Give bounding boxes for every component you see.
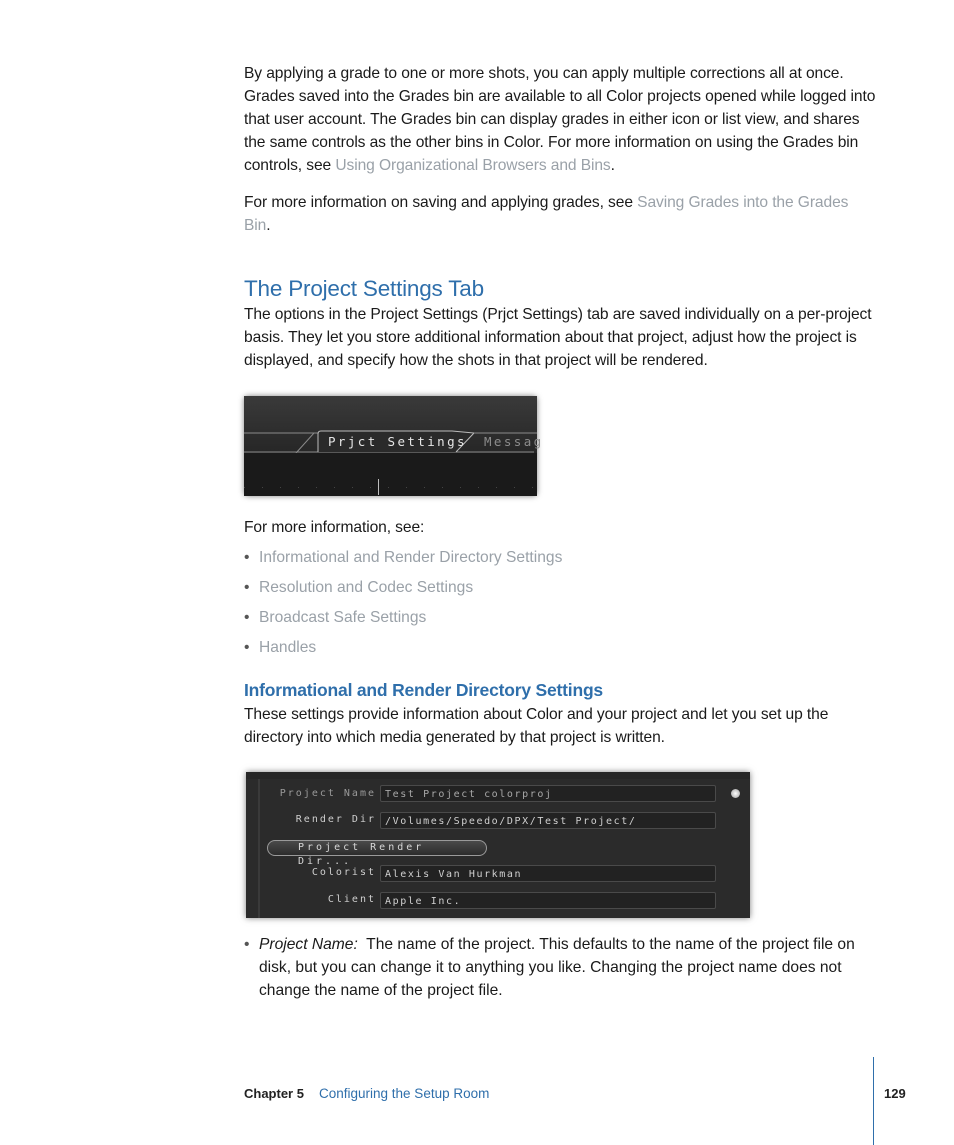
definition-term: Project Name: xyxy=(259,936,358,953)
list-item xyxy=(244,933,876,1002)
list-item xyxy=(244,633,876,663)
tab-messages[interactable]: Messag xyxy=(484,434,544,449)
timeline-ticks xyxy=(244,487,537,488)
tab-content-area xyxy=(244,453,537,496)
intro-paragraph-2-text: For more information on saving and applying grades, see xyxy=(244,194,638,211)
project-render-dir-button[interactable]: Project Render Dir... xyxy=(267,840,487,856)
definition-list xyxy=(244,933,876,1002)
link-handles[interactable]: Handles xyxy=(259,639,317,656)
render-dir-label: Render Dir xyxy=(295,814,376,825)
settings-panel-screenshot xyxy=(246,772,750,918)
client-field[interactable]: Apple Inc. xyxy=(380,892,716,909)
intro-paragraph-1 xyxy=(244,62,876,177)
list-item xyxy=(244,543,876,573)
project-settings-section xyxy=(244,275,876,372)
more-info-section xyxy=(244,516,876,663)
intro-section xyxy=(244,62,876,237)
link-resolution-codec[interactable]: Resolution and Codec Settings xyxy=(259,579,474,596)
definition-text: The name of the project. This defaults to the name of the project file on disk, but you can change it to anything you like. Changing the project name does not change the name of the project file. xyxy=(259,936,860,999)
link-broadcast-safe[interactable]: Broadcast Safe Settings xyxy=(259,609,427,626)
bullet-mark: • xyxy=(244,549,250,566)
intro-paragraph-2 xyxy=(244,191,876,237)
project-settings-tab-screenshot xyxy=(244,396,544,496)
intro-paragraph-2-end: . xyxy=(266,217,271,234)
intro-paragraph-1-text: By applying a grade to one or more shots, you can apply multiple corrections all at once. Grades saved into the Grades bin are available to all Color projects opened while logged into that user account. The Grades bin can display grades in either icon or list view, and shares the same controls as the other bins in Color. For more information on using the Grades bin controls, see xyxy=(244,65,876,174)
more-info-list xyxy=(244,543,876,663)
list-item xyxy=(244,573,876,603)
page-number: 129 xyxy=(884,1086,906,1101)
colorist-field[interactable]: Alexis Van Hurkman xyxy=(380,865,716,882)
informational-section xyxy=(244,678,876,749)
definition-items xyxy=(244,933,876,1002)
link-organizational-browsers[interactable]: Using Organizational Browsers and Bins xyxy=(335,157,611,174)
project-name-field[interactable]: Test Project colorproj xyxy=(380,785,716,802)
footer-chapter-title[interactable]: Configuring the Setup Room xyxy=(319,1086,490,1101)
intro-paragraph-1-end: . xyxy=(610,157,615,174)
bullet-mark: • xyxy=(244,936,250,953)
render-dir-field[interactable]: /Volumes/Speedo/DPX/Test Project/ xyxy=(380,812,716,829)
client-label: Client xyxy=(327,894,376,905)
subsection-body: These settings provide information about Color and your project and let you set up the directory into which media generated by that project is written. xyxy=(244,706,829,746)
section-heading: The Project Settings Tab xyxy=(244,276,484,301)
bullet-mark: • xyxy=(244,609,250,626)
link-informational-render[interactable]: Informational and Render Directory Settings xyxy=(259,549,563,566)
footer-chapter: Chapter 5 xyxy=(244,1086,304,1101)
subsection-heading: Informational and Render Directory Settings xyxy=(244,680,603,700)
tab-prjct-settings[interactable]: Prjct Settings xyxy=(328,434,467,449)
project-name-label: Project Name xyxy=(279,788,376,799)
colorist-label: Colorist xyxy=(311,867,376,878)
bullet-mark: • xyxy=(244,639,250,656)
footer-divider xyxy=(873,1057,874,1145)
bullet-mark: • xyxy=(244,579,250,596)
list-item xyxy=(244,603,876,633)
playhead-marker xyxy=(378,479,379,495)
radio-button[interactable] xyxy=(731,789,740,798)
more-info-lead: For more information, see: xyxy=(244,519,425,536)
section-body: The options in the Project Settings (Prjct Settings) tab are saved individually on a per-project basis. They let you store additional information about that project, adjust how the project is displayed, and specify how the shots in that project will be rendered. xyxy=(244,306,872,369)
link-saving-grades[interactable]: Saving Grades into the Grades Bin xyxy=(244,194,849,234)
panel-header-strip xyxy=(246,772,750,779)
